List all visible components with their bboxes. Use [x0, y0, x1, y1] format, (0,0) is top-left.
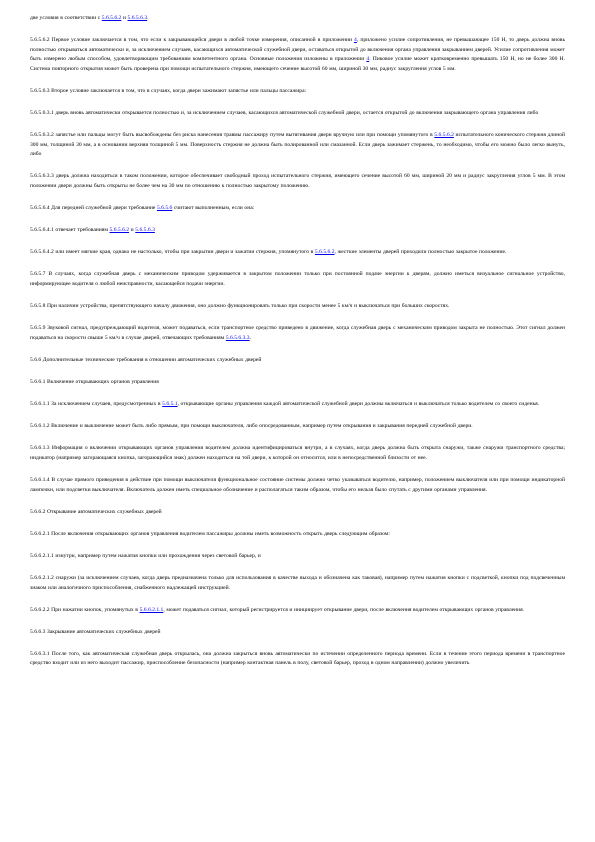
paragraph-text: 5.6.5.6.3.3 дверь должна находиться в таком положении, которое обеспечивает свободный проход испытательного стержня, имеющего сечение высотой 60 мм, шириной 20 мм и радиус закругления углов 5 мм. В этом положении двери должны быть открыты не более чем на 30 мм по отношению к полностью закрытому положению. — [30, 173, 565, 190]
paragraph-text: 5.6.6.3.1 После того, как автоматическая служебная дверь открылась, она должна закрыться вновь автоматически по истечении определенного периода времени. Если в течение этого периода времени в транспортное средство входит или из него выходит пассажир, приспособление безопасности (например контактная панель в полу, световой барьер, проход в одном направлении) должно увеличить — [30, 650, 565, 667]
document-paragraph — [30, 356, 565, 366]
paragraph-text: 5.6.5.6.4.1 отвечает требованиям — [30, 227, 110, 234]
paragraph-text: 5.6.6.1 Включение открывающих органов управления — [30, 378, 159, 385]
document-paragraph — [30, 476, 565, 495]
paragraph-text: 5.6.5.9 Звуковой сигнал, предупреждающий водителя, может подаваться, если транспортное средство приведено в движение, когда служебная дверь с механическим приводом закрыта не полностью. Этот сигнал должен подаваться на скорости свыше 5 км/ч в случае дверей, отвечающих требованиям — [30, 325, 565, 341]
section-reference-link[interactable]: 5.6.5.6.3 — [127, 15, 148, 21]
paragraph-text: испытательного конического стержня длиной 300 мм, толщиной 30 мм, а в основании верхняя толщиной 5 мм. Поверхность стержня не должна быть полированной или смазанной. Если дверь зажимает стержень, то необходимо, чтобы его можно было легко вынуть, либо — [30, 132, 565, 158]
document-paragraph — [30, 14, 565, 24]
document-paragraph — [30, 606, 565, 616]
document-paragraph — [30, 508, 565, 518]
paragraph-text: и — [129, 227, 136, 234]
paragraph-text: 5.6.5.6.4 Для передней служебной двери требование — [30, 205, 157, 212]
paragraph-text: 5.6.6.2.1.1 изнутри, например путем нажатия кнопки или прохождения через световой барьер, и — [30, 552, 261, 559]
paragraph-text: 5.6.6.1.1 За исключением случаев, предусмотренных в — [30, 401, 163, 408]
paragraph-text: 5.6.6.1.4 В случае прямого приведения в действие при помощи выключателя функциональное состояние системы должно четко указываться водителю, например, положением выключателя или при помощи индикаторной лампочки, или подсветки выключателя. Включатель должен иметь специальное обозначение и располагаться таким образом, чтобы его нельзя было спутать с другими органами управления. — [30, 476, 565, 493]
paragraph-text: 5.6.6.1.3 Информация о включении открывающих органов управления водителем должна идентифицироваться внутри, а в случаях, когда дверь должна быть открыта снаружи, также снаружи транспортного средства; индикатор (например загорающаяся кнопка, загорающийся знак) должен находиться на той двери, к которой он относится, или в непосредственной близости от нее. — [30, 445, 565, 461]
document-paragraph — [30, 422, 565, 432]
document-paragraph — [30, 444, 565, 463]
document-paragraph — [30, 248, 565, 258]
paragraph-text: 5.6.6.2.1.2 снаружи (за исключением случаев, когда дверь предназначена только для использования в качестве выхода и обозначена как таковая), например путем нажатия кнопки с подсветкой, кнопки под подсвеченным знаком или аналогичного приспособления, снабженного надлежащей инструкцией. — [30, 574, 565, 591]
paragraph-text: 5.6.6.1.2 Включение и выключение может быть либо прямым, при помощи выключателя, либо опосредованным, например путем открывания и закрывания передней служебной двери. — [30, 423, 473, 430]
section-reference-link[interactable]: 5.6.6.2.1.1 — [139, 606, 164, 613]
document-paragraph — [30, 204, 565, 214]
section-reference-link[interactable]: 4 — [354, 37, 357, 44]
document-paragraph — [30, 552, 565, 562]
paragraph-text: считают выполненным, если она: — [172, 205, 255, 212]
paragraph-text: 5.6.5.8 При наличии устройства, препятствующего началу движения, оно должно функционировать только при скорости менее 5 км/ч и выключаться при больших скоростях. — [30, 303, 450, 310]
paragraph-text: 5.6.5.6.2 Первое условие заключается в том, что если к закрывающейся двери в любой точке измерения, описанной в приложении — [30, 37, 355, 44]
document-paragraph — [30, 378, 565, 388]
document-paragraph — [30, 628, 565, 638]
document-paragraph — [30, 131, 565, 160]
section-reference-link[interactable]: 5.6.5.1 — [162, 401, 178, 408]
section-reference-link[interactable]: 4 — [366, 56, 370, 63]
section-reference-link[interactable]: 5.6.5.6.2 — [109, 227, 130, 234]
document-paragraph — [30, 270, 565, 289]
document-paragraph — [30, 36, 565, 74]
paragraph-text: , может подаваться сигнал, который регистрируется и инициирует открывание двери, после включения водителем открывающих органов управления. — [163, 606, 525, 613]
paragraph-text: . Пиковое усилие может кратковременно превышать 150 Н, но не более 300 Н. Система повторного открытия может быть проверена при помощи испытательного стержня, имеющего сечение высотой 60 мм, шириной 30 мм, радиус закругления углов 5 мм. — [30, 56, 565, 72]
paragraph-text: 5.6.5.6.3.2 запястье или пальцы могут быть высвобождены без риска нанесения травмы пассажиру путем вытягивания двери вручную или при помощи упомянутого в — [30, 132, 435, 139]
paragraph-text: 5.6.5.6.4.2 или имеет мягкие края, однако не настолько, чтобы при закрытии двери и зажатии стержня, упомянутого в — [30, 249, 315, 256]
paragraph-text: 5.6.5.6.3.1 дверь вновь автоматически открывается полностью и, за исключением случаев, касающихся автоматической служебной двери, остается открытой до включения закрывающего органа управления либо — [30, 110, 539, 117]
section-reference-link[interactable]: 5.6.5.6.3 — [135, 227, 155, 234]
document-paragraph — [30, 172, 565, 191]
document-paragraph — [30, 400, 565, 410]
paragraph-text: 5.6.5.7 В случаях, когда служебная дверь с механическим приводом удерживается в закрытом положении только при постоянной подаче энергии к дверям, должно иметься визуальное сигнальное устройство, информирующее водителя о любой неисправности, касающейся подачи энергии. — [30, 271, 565, 287]
paragraph-text: 5.6.6.2.2 При нажатии кнопок, упомянутых в — [30, 606, 140, 613]
paragraph-text: две условия в соответствии с — [30, 15, 102, 21]
paragraph-text: , приложено усилие сопротивления, не превышающее 150 Н, то дверь должна вновь полностью открываться автоматически и, за исключением случаев, касающихся автоматической служебной двери, оставаться открытой до включения органа управления закрыванием дверей. Усилие сопротивления может быть измерено любым способом, удовлетворяющим требованиям компетентного органа. Основные положения изложены в приложении — [30, 37, 565, 63]
document-paragraph — [30, 87, 565, 97]
document-paragraph — [30, 650, 565, 669]
section-reference-link[interactable]: 5.6.5.6.3.3 — [225, 334, 250, 341]
section-reference-link[interactable]: 5.6.5.6 — [156, 205, 173, 212]
paragraph-text: . — [147, 15, 149, 21]
document-paragraph — [30, 109, 565, 119]
paragraph-text: . — [249, 334, 251, 341]
document-paragraph — [30, 226, 565, 236]
paragraph-text: и — [121, 15, 128, 21]
document-paragraph — [30, 530, 565, 540]
section-reference-link[interactable]: 5.6.5.6.2 — [434, 132, 454, 139]
paragraph-text: 5.6.5.6.3 Второе условие заключается в том, что в случаях, когда двери зажимают запястье или пальцы пассажира: — [30, 87, 307, 94]
paragraph-text: , жесткие элементы дверей приходили полностью закрытое положение. — [334, 249, 507, 256]
section-reference-link[interactable]: 5.6.5.6.2 — [101, 15, 122, 21]
paragraph-text: 5.6.6 Дополнительные технические требования в отношении автоматических служебных дверей — [30, 356, 262, 363]
paragraph-text: 5.6.6.2.1 После включения открывающих органов управления водителем пассажиры должны иметь возможность открыть дверь следующим образом: — [30, 530, 390, 537]
document-paragraph — [30, 574, 565, 593]
section-reference-link[interactable]: 5.6.5.6.2 — [314, 249, 335, 256]
document-paragraph — [30, 324, 565, 343]
paragraph-text: , открывающие органы управления каждой автоматической служебной двери должны включаться и выключаться только водителем со своего сиденья. — [177, 401, 540, 408]
paragraph-text: 5.6.6.2 Открывание автоматических служебных дверей — [30, 508, 162, 515]
paragraph-text: 5.6.6.3 Закрывание автоматических служебных дверей — [30, 628, 161, 635]
document-paragraph — [30, 302, 565, 312]
